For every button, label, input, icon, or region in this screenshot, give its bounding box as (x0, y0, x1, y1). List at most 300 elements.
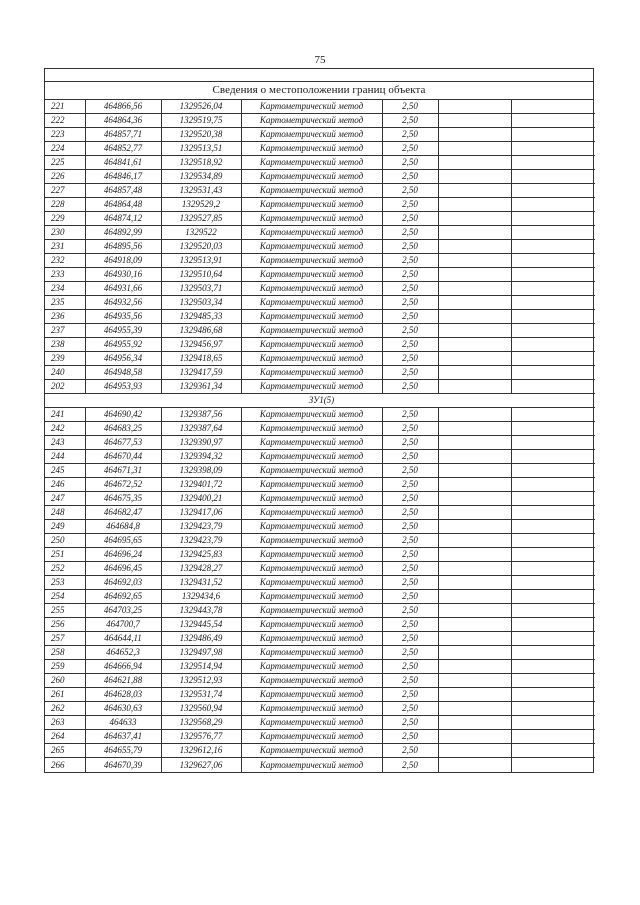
cell-col-6 (438, 296, 511, 310)
cell-accuracy: 2,50 (382, 240, 438, 254)
cell-y-coordinate: 1329486,49 (161, 632, 241, 646)
cell-col-7 (511, 674, 595, 688)
cell-accuracy: 2,50 (382, 506, 438, 520)
cell-accuracy: 2,50 (382, 380, 438, 394)
table-row (45, 590, 595, 604)
cell-col-7 (511, 352, 595, 366)
table-row (45, 688, 595, 702)
cell-x-coordinate: 464864,36 (85, 114, 161, 128)
cell-col-6 (438, 758, 511, 772)
cell-col-6 (438, 674, 511, 688)
cell-point-number: 247 (45, 492, 85, 506)
cell-x-coordinate: 464682,47 (85, 506, 161, 520)
cell-method: Картометрический метод (241, 240, 382, 254)
cell-y-coordinate: 1329486,68 (161, 324, 241, 338)
cell-y-coordinate: 1329443,78 (161, 604, 241, 618)
cell-point-number: 243 (45, 436, 85, 450)
cell-y-coordinate: 1329387,56 (161, 408, 241, 422)
cell-y-coordinate: 1329497,98 (161, 646, 241, 660)
cell-accuracy: 2,50 (382, 660, 438, 674)
table-row (45, 604, 595, 618)
cell-x-coordinate: 464955,92 (85, 338, 161, 352)
cell-point-number: 228 (45, 198, 85, 212)
cell-point-number: 261 (45, 688, 85, 702)
sub-heading-row (45, 394, 595, 408)
page-number: 75 (314, 54, 326, 66)
cell-x-coordinate: 464700,7 (85, 618, 161, 632)
cell-y-coordinate: 1329514,94 (161, 660, 241, 674)
cell-point-number: 257 (45, 632, 85, 646)
cell-x-coordinate: 464955,39 (85, 324, 161, 338)
cell-point-number: 235 (45, 296, 85, 310)
cell-method: Картометрический метод (241, 562, 382, 576)
table-row (45, 296, 595, 310)
cell-point-number: 234 (45, 282, 85, 296)
cell-x-coordinate: 464621,88 (85, 674, 161, 688)
cell-accuracy: 2,50 (382, 464, 438, 478)
cell-col-7 (511, 506, 595, 520)
cell-method: Картометрический метод (241, 716, 382, 730)
cell-x-coordinate: 464852,77 (85, 142, 161, 156)
cell-col-6 (438, 688, 511, 702)
cell-accuracy: 2,50 (382, 674, 438, 688)
cell-col-7 (511, 422, 595, 436)
cell-col-7 (511, 730, 595, 744)
cell-method: Картометрический метод (241, 380, 382, 394)
cell-y-coordinate: 1329560,94 (161, 702, 241, 716)
cell-accuracy: 2,50 (382, 450, 438, 464)
cell-col-6 (438, 338, 511, 352)
cell-x-coordinate: 464684,8 (85, 520, 161, 534)
cell-y-coordinate: 1329534,89 (161, 170, 241, 184)
cell-accuracy: 2,50 (382, 408, 438, 422)
table-row (45, 730, 595, 744)
cell-col-7 (511, 758, 595, 772)
cell-method: Картометрический метод (241, 632, 382, 646)
cell-point-number: 255 (45, 604, 85, 618)
cell-col-7 (511, 128, 595, 142)
cell-point-number: 244 (45, 450, 85, 464)
table-row (45, 520, 595, 534)
cell-y-coordinate: 1329627,06 (161, 758, 241, 772)
table-row (45, 268, 595, 282)
cell-col-6 (438, 268, 511, 282)
cell-accuracy: 2,50 (382, 282, 438, 296)
section-title: Сведения о местоположении границ объекта (45, 82, 593, 100)
cell-accuracy: 2,50 (382, 296, 438, 310)
cell-point-number: 236 (45, 310, 85, 324)
cell-y-coordinate: 1329398,09 (161, 464, 241, 478)
cell-col-7 (511, 408, 595, 422)
cell-x-coordinate: 464932,56 (85, 296, 161, 310)
table-row (45, 576, 595, 590)
cell-method: Картометрический метод (241, 534, 382, 548)
cell-x-coordinate: 464670,44 (85, 450, 161, 464)
cell-col-6 (438, 632, 511, 646)
cell-point-number: 232 (45, 254, 85, 268)
cell-y-coordinate: 1329400,21 (161, 492, 241, 506)
cell-method: Картометрический метод (241, 422, 382, 436)
cell-point-number: 227 (45, 184, 85, 198)
table-row (45, 716, 595, 730)
cell-col-7 (511, 520, 595, 534)
table-row (45, 282, 595, 296)
cell-y-coordinate: 1329503,71 (161, 282, 241, 296)
cell-accuracy: 2,50 (382, 604, 438, 618)
cell-col-7 (511, 282, 595, 296)
cell-y-coordinate: 1329503,34 (161, 296, 241, 310)
cell-method: Картометрический метод (241, 366, 382, 380)
cell-x-coordinate: 464846,17 (85, 170, 161, 184)
cell-method: Картометрический метод (241, 156, 382, 170)
cell-accuracy: 2,50 (382, 142, 438, 156)
table-row (45, 436, 595, 450)
table-row (45, 744, 595, 758)
cell-y-coordinate: 1329526,04 (161, 100, 241, 114)
cell-point-number: 239 (45, 352, 85, 366)
cell-accuracy: 2,50 (382, 688, 438, 702)
cell-method: Картометрический метод (241, 478, 382, 492)
cell-point-number: 238 (45, 338, 85, 352)
cell-point-number: 254 (45, 590, 85, 604)
table-row (45, 408, 595, 422)
cell-y-coordinate: 1329417,06 (161, 506, 241, 520)
cell-col-6 (438, 702, 511, 716)
cell-col-7 (511, 478, 595, 492)
cell-y-coordinate: 1329510,64 (161, 268, 241, 282)
cell-col-6 (438, 618, 511, 632)
cell-accuracy: 2,50 (382, 324, 438, 338)
cell-y-coordinate: 1329423,79 (161, 520, 241, 534)
cell-col-6 (438, 324, 511, 338)
cell-col-6 (438, 744, 511, 758)
cell-col-6 (438, 576, 511, 590)
table-row (45, 310, 595, 324)
cell-x-coordinate: 464857,71 (85, 128, 161, 142)
cell-accuracy: 2,50 (382, 730, 438, 744)
cell-accuracy: 2,50 (382, 212, 438, 226)
table-row (45, 506, 595, 520)
cell-col-6 (438, 520, 511, 534)
table-row (45, 128, 595, 142)
cell-point-number: 222 (45, 114, 85, 128)
cell-y-coordinate: 1329520,03 (161, 240, 241, 254)
cell-x-coordinate: 464895,56 (85, 240, 161, 254)
cell-accuracy: 2,50 (382, 268, 438, 282)
table-row (45, 156, 595, 170)
cell-col-6 (438, 478, 511, 492)
cell-point-number: 264 (45, 730, 85, 744)
cell-point-number: 253 (45, 576, 85, 590)
cell-point-number: 246 (45, 478, 85, 492)
cell-method: Картометрический метод (241, 100, 382, 114)
cell-col-7 (511, 436, 595, 450)
cell-accuracy: 2,50 (382, 520, 438, 534)
cell-y-coordinate: 1329512,93 (161, 674, 241, 688)
cell-accuracy: 2,50 (382, 758, 438, 772)
cell-method: Картометрический метод (241, 296, 382, 310)
cell-col-7 (511, 688, 595, 702)
cell-method: Картометрический метод (241, 618, 382, 632)
cell-y-coordinate: 1329527,85 (161, 212, 241, 226)
table-row (45, 100, 595, 114)
cell-x-coordinate: 464953,93 (85, 380, 161, 394)
cell-point-number: 202 (45, 380, 85, 394)
cell-method: Картометрический метод (241, 660, 382, 674)
cell-method: Картометрический метод (241, 506, 382, 520)
cell-x-coordinate: 464864,48 (85, 198, 161, 212)
cell-col-7 (511, 226, 595, 240)
cell-col-6 (438, 408, 511, 422)
cell-point-number: 256 (45, 618, 85, 632)
cell-col-7 (511, 618, 595, 632)
table-row (45, 198, 595, 212)
blank-header-row (45, 69, 593, 82)
table-row (45, 184, 595, 198)
table-row (45, 492, 595, 506)
table-row (45, 422, 595, 436)
cell-method: Картометрический метод (241, 268, 382, 282)
cell-y-coordinate: 1329519,75 (161, 114, 241, 128)
cell-point-number: 224 (45, 142, 85, 156)
cell-col-6 (438, 464, 511, 478)
cell-point-number: 263 (45, 716, 85, 730)
cell-method: Картометрический метод (241, 688, 382, 702)
cell-x-coordinate: 464696,45 (85, 562, 161, 576)
cell-point-number: 242 (45, 422, 85, 436)
cell-col-6 (438, 240, 511, 254)
cell-col-7 (511, 492, 595, 506)
cell-x-coordinate: 464931,66 (85, 282, 161, 296)
cell-method: Картометрический метод (241, 674, 382, 688)
cell-col-6 (438, 128, 511, 142)
table-row (45, 352, 595, 366)
cell-method: Картометрический метод (241, 352, 382, 366)
cell-col-7 (511, 744, 595, 758)
cell-col-6 (438, 156, 511, 170)
cell-col-6 (438, 184, 511, 198)
cell-method: Картометрический метод (241, 128, 382, 142)
cell-col-7 (511, 100, 595, 114)
cell-accuracy: 2,50 (382, 100, 438, 114)
cell-col-6 (438, 492, 511, 506)
table-row (45, 632, 595, 646)
cell-x-coordinate: 464672,52 (85, 478, 161, 492)
cell-method: Картометрический метод (241, 758, 382, 772)
table-row (45, 660, 595, 674)
cell-y-coordinate: 1329531,43 (161, 184, 241, 198)
cell-x-coordinate: 464652,3 (85, 646, 161, 660)
cell-accuracy: 2,50 (382, 716, 438, 730)
table-row (45, 562, 595, 576)
cell-point-number: 251 (45, 548, 85, 562)
cell-x-coordinate: 464695,65 (85, 534, 161, 548)
cell-method: Картометрический метод (241, 450, 382, 464)
cell-point-number: 240 (45, 366, 85, 380)
cell-col-6 (438, 716, 511, 730)
cell-accuracy: 2,50 (382, 366, 438, 380)
cell-method: Картометрический метод (241, 198, 382, 212)
cell-y-coordinate: 1329390,97 (161, 436, 241, 450)
cell-y-coordinate: 1329522 (161, 226, 241, 240)
cell-method: Картометрический метод (241, 464, 382, 478)
cell-col-6 (438, 100, 511, 114)
table-row (45, 548, 595, 562)
cell-col-6 (438, 646, 511, 660)
cell-col-6 (438, 226, 511, 240)
cell-x-coordinate: 464655,79 (85, 744, 161, 758)
cell-method: Картометрический метод (241, 492, 382, 506)
cell-point-number: 258 (45, 646, 85, 660)
cell-method: Картометрический метод (241, 184, 382, 198)
cell-accuracy: 2,50 (382, 646, 438, 660)
cell-accuracy: 2,50 (382, 156, 438, 170)
cell-accuracy: 2,50 (382, 198, 438, 212)
cell-x-coordinate: 464874,12 (85, 212, 161, 226)
cell-col-7 (511, 534, 595, 548)
cell-accuracy: 2,50 (382, 744, 438, 758)
cell-y-coordinate: 1329423,79 (161, 534, 241, 548)
cell-y-coordinate: 1329434,6 (161, 590, 241, 604)
cell-col-7 (511, 296, 595, 310)
cell-accuracy: 2,50 (382, 184, 438, 198)
cell-method: Картометрический метод (241, 212, 382, 226)
cell-accuracy: 2,50 (382, 128, 438, 142)
cell-method: Картометрический метод (241, 730, 382, 744)
cell-accuracy: 2,50 (382, 226, 438, 240)
cell-col-6 (438, 604, 511, 618)
cell-y-coordinate: 1329520,38 (161, 128, 241, 142)
cell-x-coordinate: 464628,03 (85, 688, 161, 702)
cell-accuracy: 2,50 (382, 254, 438, 268)
cell-col-6 (438, 534, 511, 548)
cell-y-coordinate: 1329431,52 (161, 576, 241, 590)
cell-y-coordinate: 1329513,91 (161, 254, 241, 268)
cell-x-coordinate: 464703,25 (85, 604, 161, 618)
cell-col-7 (511, 590, 595, 604)
cell-col-7 (511, 380, 595, 394)
cell-y-coordinate: 1329518,92 (161, 156, 241, 170)
cell-x-coordinate: 464677,53 (85, 436, 161, 450)
cell-col-7 (511, 716, 595, 730)
cell-col-6 (438, 282, 511, 296)
cell-col-6 (438, 590, 511, 604)
table-row (45, 702, 595, 716)
cell-accuracy: 2,50 (382, 352, 438, 366)
cell-x-coordinate: 464692,03 (85, 576, 161, 590)
cell-x-coordinate: 464690,42 (85, 408, 161, 422)
cell-point-number: 229 (45, 212, 85, 226)
cell-col-7 (511, 338, 595, 352)
cell-col-6 (438, 436, 511, 450)
cell-point-number: 252 (45, 562, 85, 576)
table-row (45, 366, 595, 380)
cell-col-6 (438, 366, 511, 380)
cell-x-coordinate: 464935,56 (85, 310, 161, 324)
cell-col-7 (511, 254, 595, 268)
cell-point-number: 237 (45, 324, 85, 338)
cell-col-7 (511, 450, 595, 464)
table-row (45, 380, 595, 394)
table-row (45, 170, 595, 184)
cell-point-number: 226 (45, 170, 85, 184)
cell-point-number: 248 (45, 506, 85, 520)
cell-x-coordinate: 464675,35 (85, 492, 161, 506)
cell-col-7 (511, 212, 595, 226)
table-row (45, 646, 595, 660)
cell-col-7 (511, 562, 595, 576)
table-row (45, 212, 595, 226)
table-row (45, 758, 595, 772)
cell-x-coordinate: 464696,24 (85, 548, 161, 562)
cell-col-7 (511, 184, 595, 198)
cell-y-coordinate: 1329485,33 (161, 310, 241, 324)
cell-col-6 (438, 198, 511, 212)
cell-col-7 (511, 464, 595, 478)
table-row (45, 674, 595, 688)
cell-accuracy: 2,50 (382, 534, 438, 548)
cell-method: Картометрический метод (241, 324, 382, 338)
cell-y-coordinate: 1329428,27 (161, 562, 241, 576)
cell-col-6 (438, 450, 511, 464)
cell-method: Картометрический метод (241, 744, 382, 758)
cell-point-number: 231 (45, 240, 85, 254)
table-row (45, 478, 595, 492)
table-row (45, 142, 595, 156)
cell-point-number: 249 (45, 520, 85, 534)
cell-point-number: 241 (45, 408, 85, 422)
cell-point-number: 245 (45, 464, 85, 478)
cell-col-6 (438, 310, 511, 324)
cell-point-number: 221 (45, 100, 85, 114)
table-row (45, 240, 595, 254)
cell-method: Картометрический метод (241, 408, 382, 422)
cell-col-7 (511, 576, 595, 590)
cell-col-7 (511, 240, 595, 254)
coordinates-table (45, 100, 595, 772)
cell-method: Картометрический метод (241, 520, 382, 534)
cell-y-coordinate: 1329418,65 (161, 352, 241, 366)
cell-col-7 (511, 660, 595, 674)
cell-col-6 (438, 422, 511, 436)
cell-method: Картометрический метод (241, 436, 382, 450)
cell-point-number: 223 (45, 128, 85, 142)
cell-col-6 (438, 562, 511, 576)
cell-method: Картометрический метод (241, 310, 382, 324)
cell-point-number: 262 (45, 702, 85, 716)
cell-col-7 (511, 114, 595, 128)
cell-x-coordinate: 464930,16 (85, 268, 161, 282)
cell-accuracy: 2,50 (382, 632, 438, 646)
cell-col-7 (511, 366, 595, 380)
table-row (45, 114, 595, 128)
cell-x-coordinate: 464633 (85, 716, 161, 730)
cell-x-coordinate: 464671,31 (85, 464, 161, 478)
cell-point-number: 230 (45, 226, 85, 240)
cell-method: Картометрический метод (241, 590, 382, 604)
cell-col-7 (511, 310, 595, 324)
cell-method: Картометрический метод (241, 142, 382, 156)
cell-point-number: 266 (45, 758, 85, 772)
cell-method: Картометрический метод (241, 254, 382, 268)
cell-method: Картометрический метод (241, 114, 382, 128)
cell-y-coordinate: 1329612,16 (161, 744, 241, 758)
cell-accuracy: 2,50 (382, 170, 438, 184)
cell-col-6 (438, 212, 511, 226)
cell-x-coordinate: 464637,41 (85, 730, 161, 744)
cell-x-coordinate: 464644,11 (85, 632, 161, 646)
cell-x-coordinate: 464918,09 (85, 254, 161, 268)
